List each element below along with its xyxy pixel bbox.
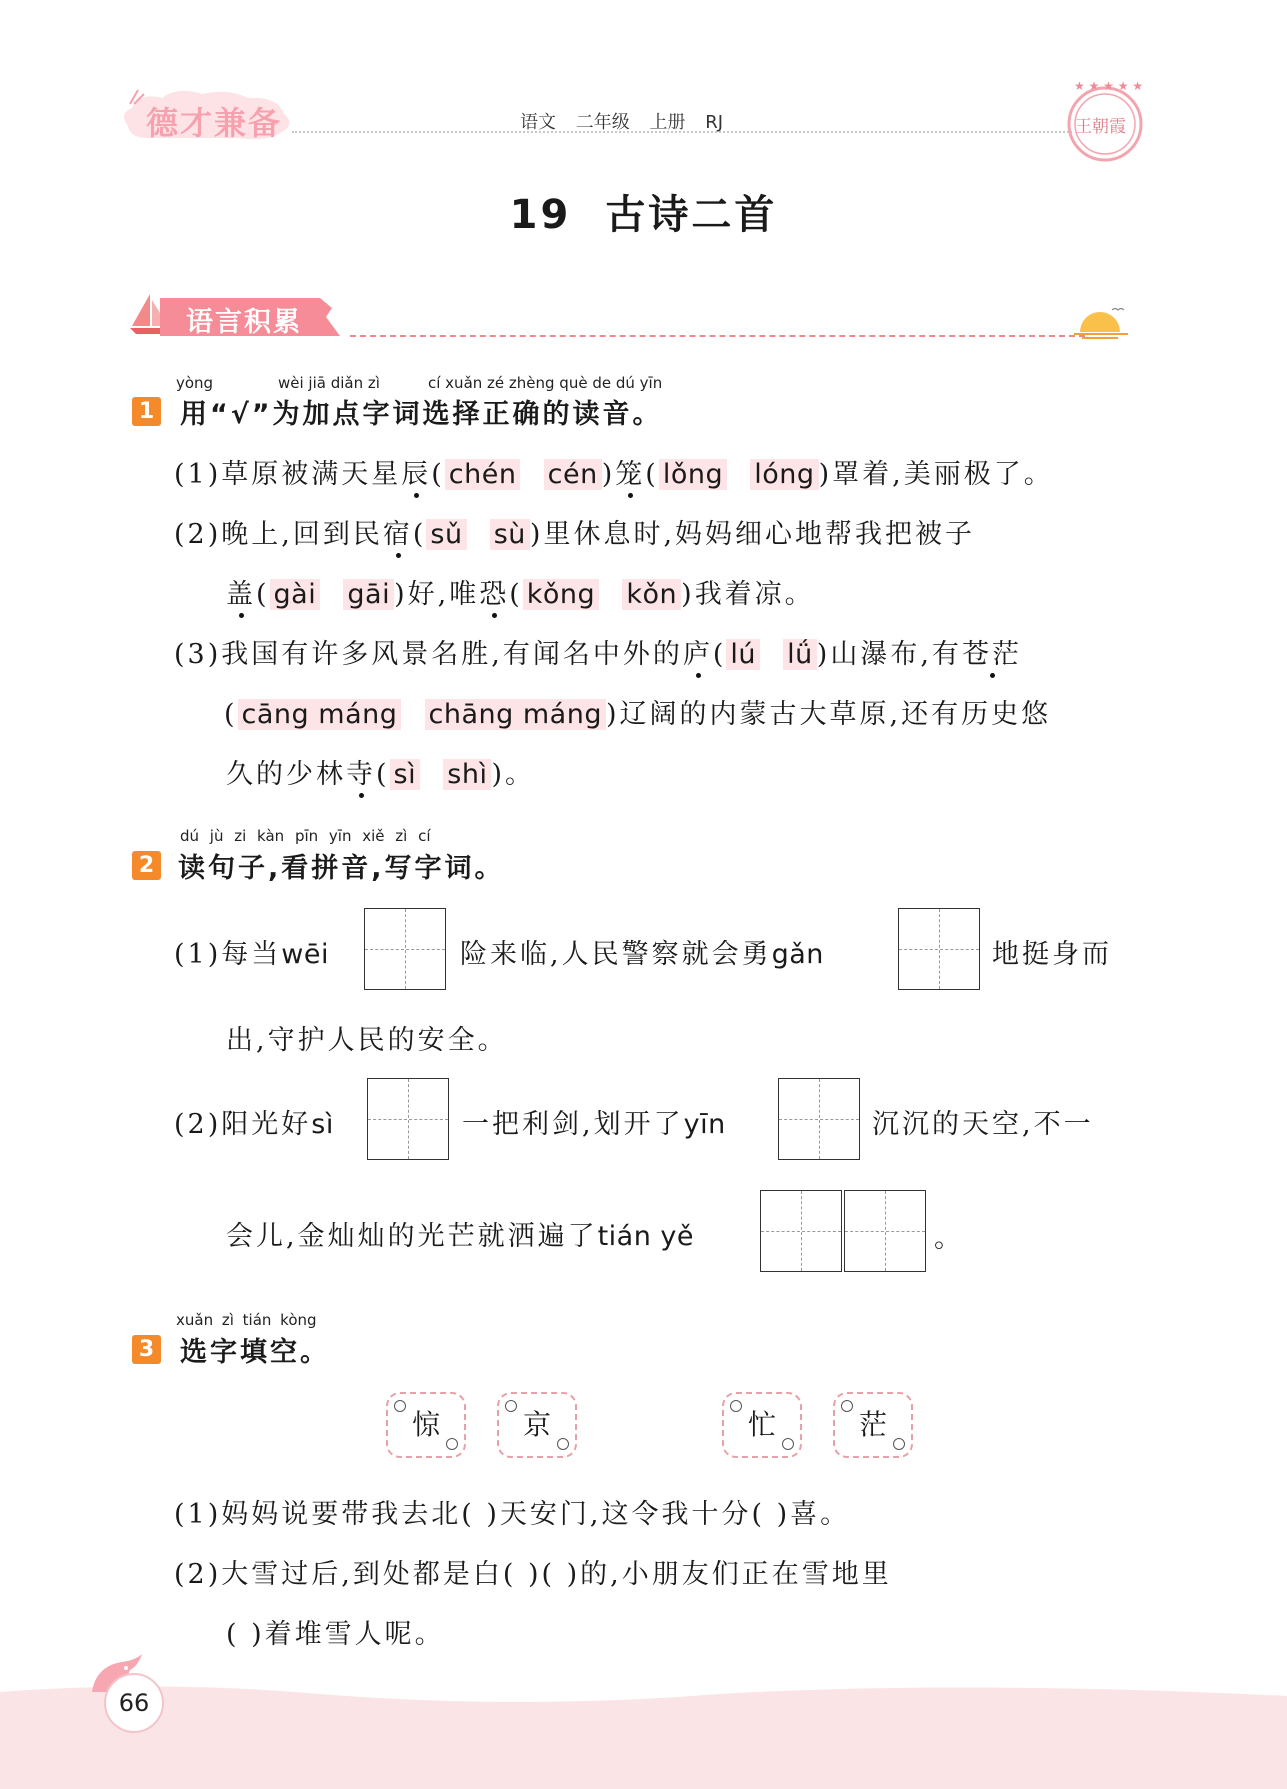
tian-grid-box[interactable]: [364, 908, 446, 990]
option[interactable]: sì: [390, 759, 421, 790]
grade: 二年级: [575, 112, 630, 133]
dotted-char: 笼: [615, 459, 646, 490]
option[interactable]: gāi: [343, 579, 394, 610]
section-title: 语言积累: [186, 307, 302, 338]
option[interactable]: cāng máng: [238, 699, 402, 730]
page-number: 66: [104, 1673, 164, 1733]
question-2-prompt: 读句子,看拼音,写字词。: [178, 853, 505, 884]
lesson-title: 古诗二首: [605, 192, 778, 238]
q1-item-3-line-3: 久的少林寺( sì shì )。: [226, 759, 536, 790]
footer-wave: [0, 1680, 1287, 1789]
q1-item-3-line-2: ( cāng máng chāng máng )辽阔的内蒙古大草原,还有历史悠: [224, 699, 1052, 730]
volume: 上册: [649, 112, 686, 133]
option[interactable]: lǘ: [783, 639, 817, 670]
dotted-char: 盖: [226, 579, 256, 610]
q2-item-1-a: (1)每当wēi: [174, 939, 329, 970]
q3-item-2-line-2: ( )着堆雪人呢。: [226, 1619, 445, 1650]
option-tag-mang2[interactable]: 茫: [833, 1392, 913, 1458]
option[interactable]: lú: [726, 639, 760, 670]
q2-pinyin: dú jù zi kàn pīn yīn xiě zì cí: [180, 827, 431, 845]
q2-item-2-b: 一把利剑,划开了yīn: [462, 1109, 726, 1140]
option[interactable]: chén: [445, 459, 521, 490]
sunset-icon: [1072, 302, 1130, 342]
option[interactable]: kǒn: [622, 579, 681, 610]
dotted-char: 恐: [479, 579, 510, 610]
dotted-char: 辰: [401, 459, 432, 490]
tian-grid-box[interactable]: [760, 1190, 842, 1272]
dotted-char: 寺: [346, 759, 376, 790]
q1-item-3-line-1: (3)我国有许多风景名胜,有闻名中外的庐( lú lǘ )山瀑布,有苍茫: [174, 639, 1022, 670]
q2-item-2-e: 。: [934, 1223, 964, 1254]
option[interactable]: chāng máng: [425, 699, 606, 730]
section-divider: [350, 335, 1085, 337]
dotted-char: 宿: [382, 519, 413, 550]
option[interactable]: gài: [270, 579, 321, 610]
q2-item-1-d: 出,守护人民的安全。: [226, 1025, 508, 1056]
tian-grid-box[interactable]: [367, 1078, 449, 1160]
option[interactable]: sù: [490, 519, 530, 550]
question-number-3: 3: [132, 1335, 161, 1364]
option[interactable]: lǒng: [659, 459, 727, 490]
edition: RJ: [705, 112, 724, 133]
q1-pinyin-1: yòng: [176, 374, 214, 392]
q2-item-2-c: 沉沉的天空,不一: [872, 1109, 1094, 1140]
q3-item-1: (1)妈妈说要带我去北( )天安门,这令我十分( )喜。: [174, 1499, 851, 1530]
q3-pinyin: xuǎn zì tián kòng: [176, 1311, 317, 1329]
q1-pinyin-2: wèi jiā diǎn zì: [278, 374, 380, 392]
tian-grid-box[interactable]: [898, 908, 980, 990]
question-number-1: 1: [132, 397, 161, 426]
seal-text: 王朝霞: [1075, 117, 1126, 137]
q1-pinyin-3: cí xuǎn zé zhèng què de dú yīn: [428, 374, 663, 392]
option[interactable]: sǔ: [426, 519, 466, 550]
option[interactable]: lóng: [750, 459, 818, 490]
option[interactable]: shì: [443, 759, 491, 790]
q2-item-1-c: 地挺身而: [992, 939, 1112, 970]
question-number-2: 2: [132, 851, 161, 880]
tian-grid-box[interactable]: [844, 1190, 926, 1272]
tian-grid-box[interactable]: [778, 1078, 860, 1160]
q2-item-1-b: 险来临,人民警察就会勇gǎn: [460, 939, 824, 970]
option-tag-mang[interactable]: 忙: [722, 1392, 802, 1458]
option[interactable]: cén: [544, 459, 602, 490]
q2-item-2-a: (2)阳光好sì: [174, 1109, 334, 1140]
q1-item-1: (1)草原被满天星辰( chén cén )笼( lǒng lóng )罩着,美丽极了。: [174, 459, 1054, 490]
dotted-char: 苍茫: [961, 639, 1022, 670]
page-title: [0, 183, 1287, 240]
q3-item-2-line-1: (2)大雪过后,到处都是白( )( )的,小朋友们正在雪地里: [174, 1559, 892, 1590]
option-tag-jing2[interactable]: 京: [497, 1392, 577, 1458]
question-3-prompt: 选字填空。: [180, 1337, 330, 1368]
q1-item-2-line-2: 盖( gài gāi )好,唯恐( kǒng kǒn )我着凉。: [226, 579, 815, 610]
subject: 语文: [520, 112, 556, 133]
q1-item-2-line-1: (2)晚上,回到民宿( sǔ sù )里休息时,妈妈细心地帮我把被子: [174, 519, 976, 550]
logo-text: 德才兼备: [146, 104, 283, 142]
lesson-number: 19: [509, 192, 572, 238]
svg-text:★ ★ ★ ★ ★: ★ ★ ★ ★ ★: [1074, 79, 1144, 93]
question-1-prompt: 用“√”为加点字词选择正确的读音。: [180, 399, 663, 430]
q2-item-2-d: 会儿,金灿灿的光芒就洒遍了tián yě: [226, 1221, 695, 1252]
option-tag-jing[interactable]: 惊: [386, 1392, 466, 1458]
dotted-char: 庐: [682, 639, 713, 670]
option[interactable]: kǒng: [523, 579, 599, 610]
book-info: [520, 108, 723, 134]
